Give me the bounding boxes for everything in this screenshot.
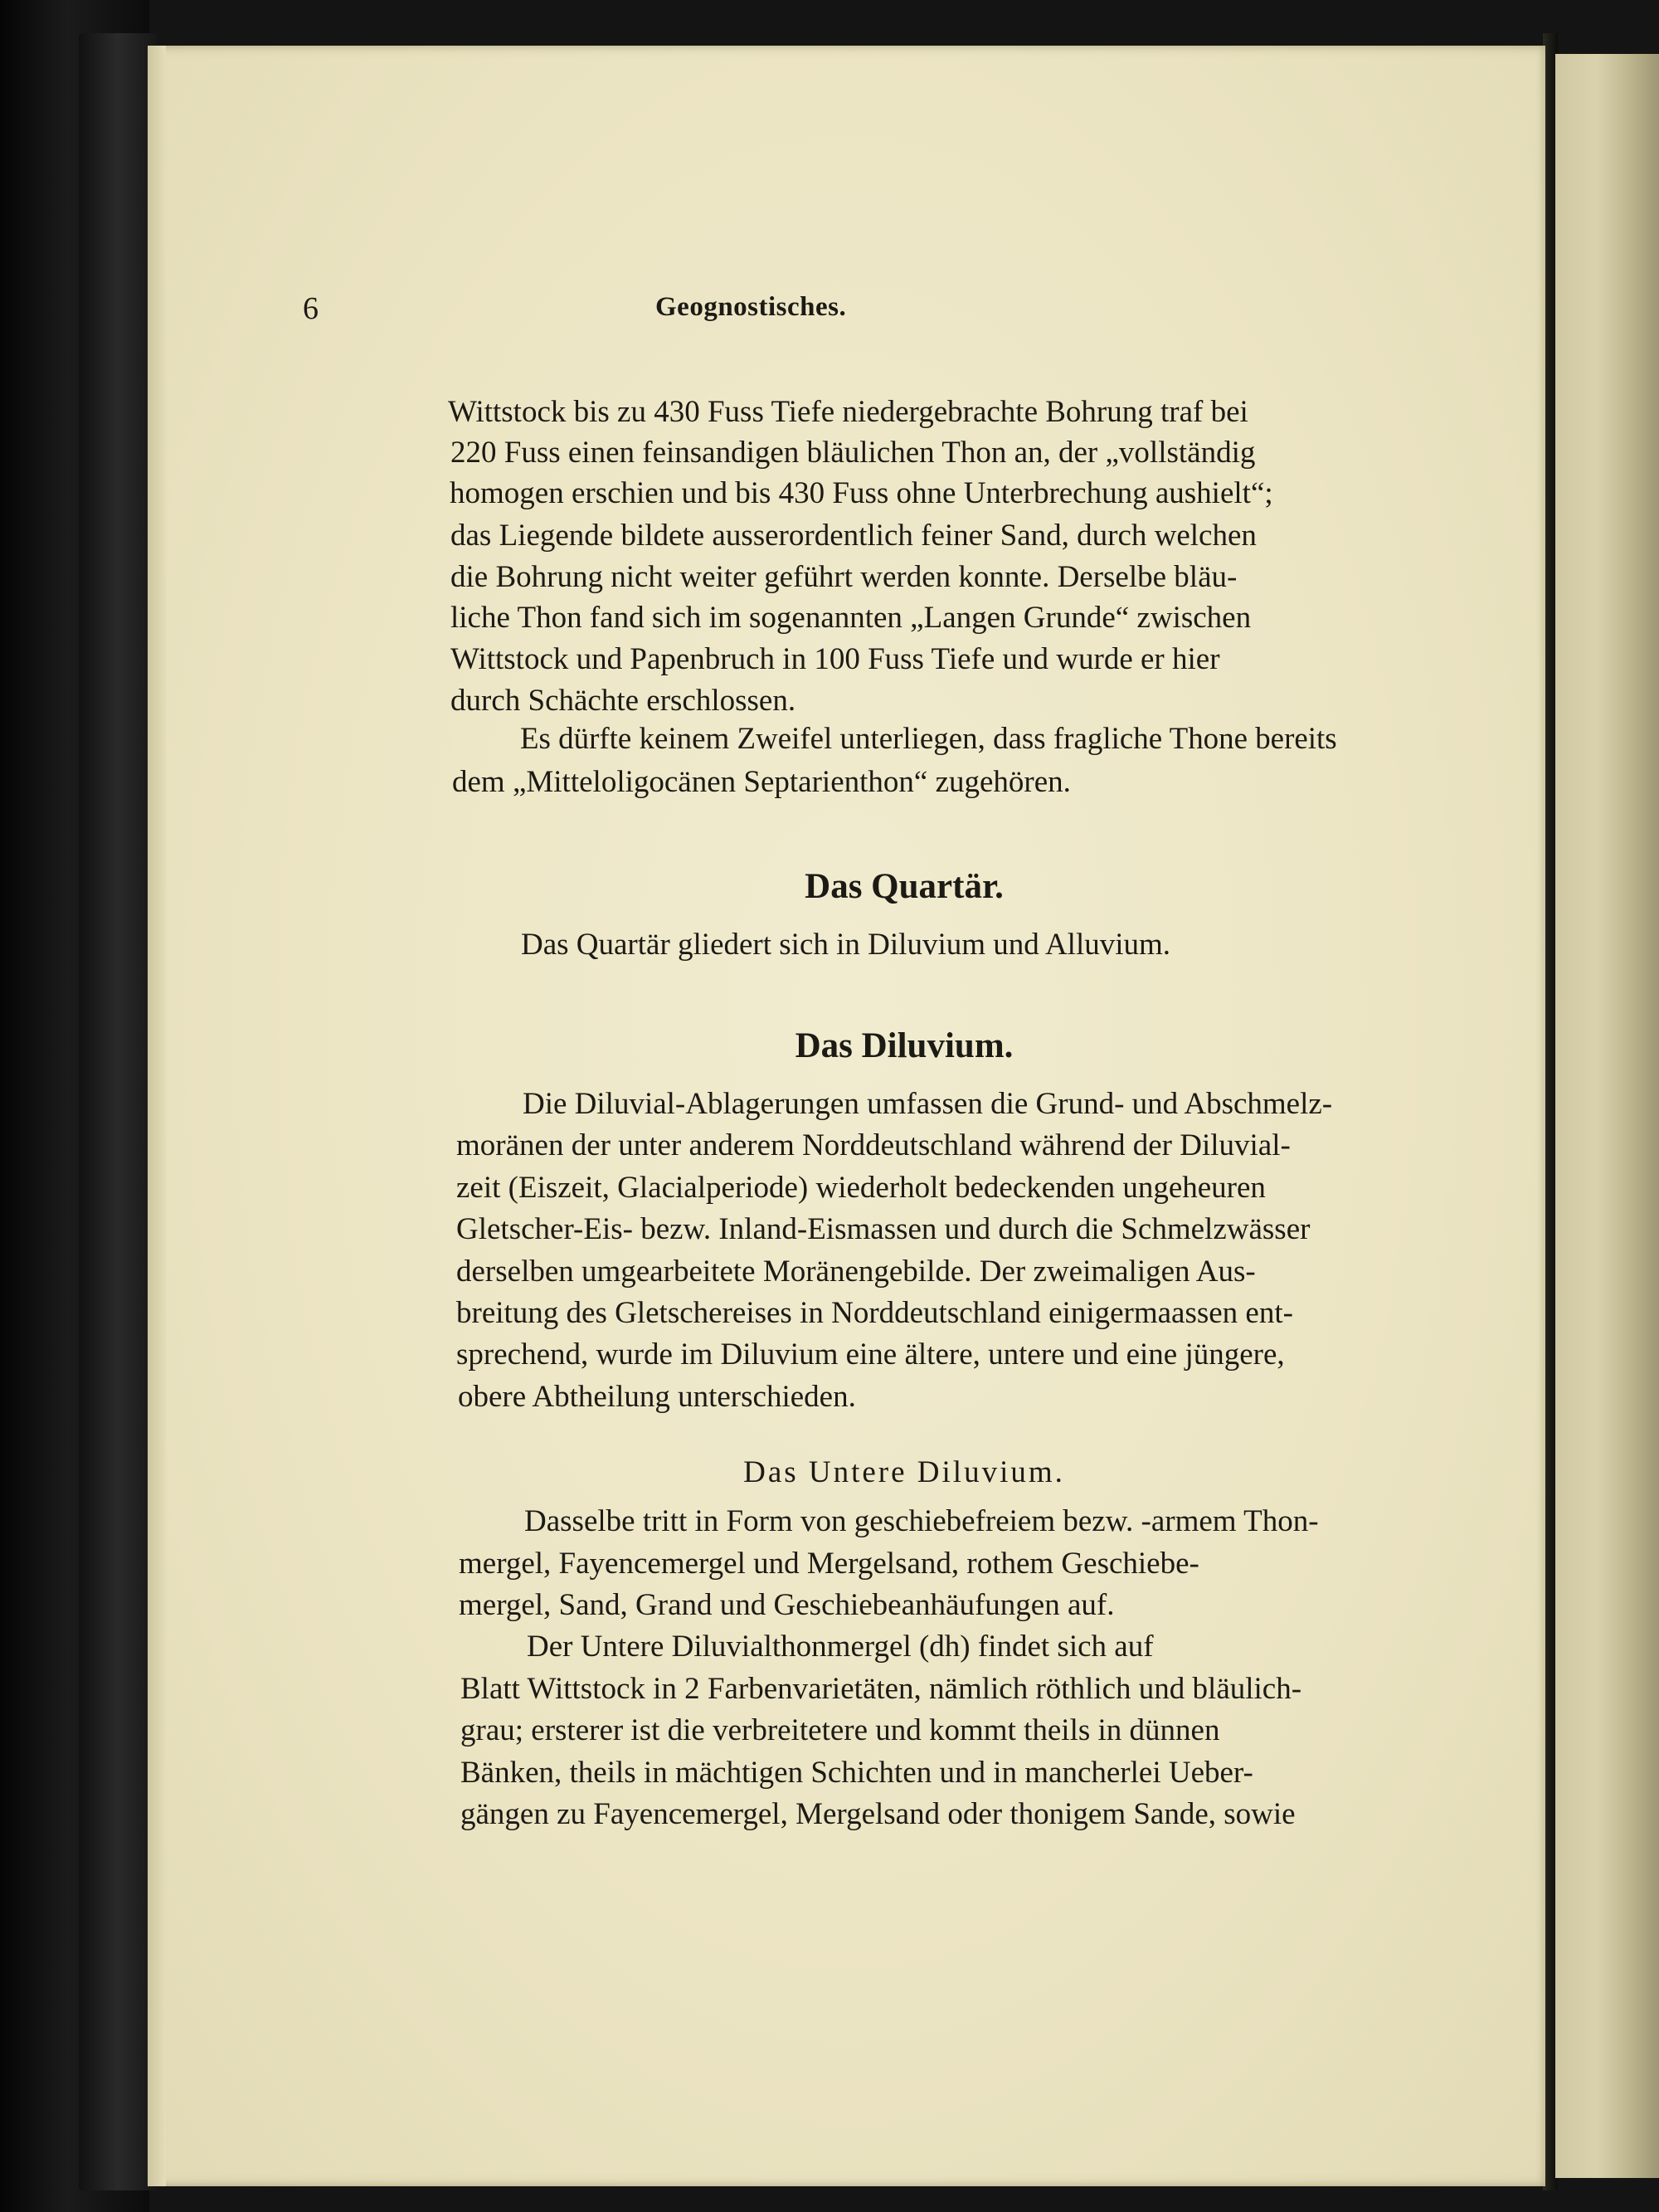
text-line: das Liegende bildete ausserordentlich feiner Sand, durch welchen <box>450 519 1257 553</box>
text-line: Es dürfte keinem Zweifel unterliegen, dass fragliche Thone bereits <box>520 722 1337 756</box>
page-inner-margin <box>148 46 166 2186</box>
running-title: Geognostisches. <box>655 292 847 322</box>
text-line: mergel, Sand, Grand und Geschiebeanhäufungen auf. <box>459 1588 1115 1622</box>
text-line: die Bohrung nicht weiter geführt werden konnte. Derselbe bläu- <box>450 560 1238 594</box>
book-spine-edge <box>79 33 158 2190</box>
text-line: gängen zu Fayencemergel, Mergelsand oder thonigem Sande, sowie <box>460 1797 1296 1831</box>
text-line: Blatt Wittstock in 2 Farbenvarietäten, nämlich röthlich und bläulich- <box>460 1672 1302 1706</box>
text-line: obere Abtheilung unterschieden. <box>458 1380 856 1414</box>
subsection-heading-untere-diluvium: Das Untere Diluvium. <box>743 1455 1065 1489</box>
text-line: moränen der unter anderem Norddeutschland während der Diluvial- <box>456 1128 1291 1162</box>
text-line: sprechend, wurde im Diluvium eine ältere, untere und eine jüngere, <box>456 1337 1285 1372</box>
text-line: mergel, Fayencemergel und Mergelsand, rothem Geschiebe- <box>459 1547 1199 1581</box>
text-line: Das Quartär gliedert sich in Diluvium und Alluvium. <box>521 928 1171 962</box>
text-line: breitung des Gletschereises in Norddeutschland einigermaassen ent- <box>456 1296 1293 1330</box>
text-line: liche Thon fand sich im sogenannten „Langen Grunde“ zwischen <box>450 601 1252 635</box>
text-line: homogen erschien und bis 430 Fuss ohne Unterbrechung aushielt“; <box>450 476 1273 510</box>
text-line: durch Schächte erschlossen. <box>450 684 796 718</box>
text-line: Bänken, theils in mächtigen Schichten und in mancherlei Ueber- <box>460 1756 1253 1790</box>
text-line: Wittstock und Papenbruch in 100 Fuss Tiefe und wurde er hier <box>450 642 1220 676</box>
section-heading-diluvium: Das Diluvium. <box>795 1026 1014 1065</box>
text-line: Gletscher-Eis- bezw. Inland-Eismassen und durch die Schmelzwässer <box>456 1212 1311 1246</box>
text-line: 220 Fuss einen feinsandigen bläulichen Thon an, der „vollständig <box>450 436 1256 470</box>
text-line: Die Diluvial-Ablagerungen umfassen die Grund- und Abschmelz- <box>523 1087 1333 1121</box>
text-line: zeit (Eiszeit, Glacialperiode) wiederholt bedeckenden ungeheuren <box>456 1171 1266 1205</box>
stacked-page-edges <box>1555 54 1659 2178</box>
section-heading-quartaer: Das Quartär. <box>805 867 1004 906</box>
text-line: Dasselbe tritt in Form von geschiebefreiem bezw. -armem Thon- <box>524 1504 1319 1538</box>
text-line: Wittstock bis zu 430 Fuss Tiefe niedergebrachte Bohrung traf bei <box>448 395 1248 429</box>
text-line: Der Untere Diluvialthonmergel (dh) findet sich auf <box>527 1630 1154 1664</box>
text-line: dem „Mitteloligocänen Septarienthon“ zugehören. <box>452 765 1071 799</box>
text-line: grau; ersterer ist die verbreitetere und kommt theils in dünnen <box>460 1713 1220 1747</box>
page-number: 6 <box>303 291 319 326</box>
text-line: derselben umgearbeitete Moränengebilde. Der zweimaligen Aus- <box>456 1255 1256 1289</box>
